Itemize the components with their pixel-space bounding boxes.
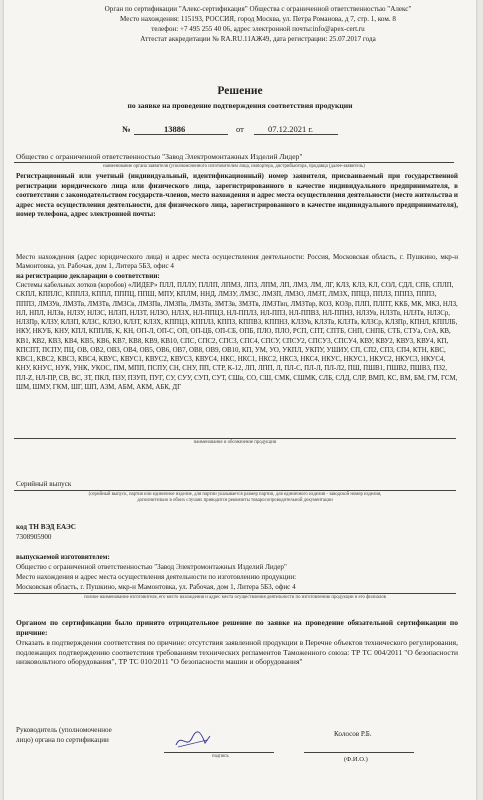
manufacturer-caption: полное наименование изготовителя, его место нахождения и адрес места осуществления деятельности по изготовлению продукции и его филиалов — [84, 595, 386, 600]
applicant-underline — [14, 162, 454, 163]
header-line-1: Орган по сертификации "Алекс-сертификация" Общества с ограниченной ответственностью "Алекс" — [104, 5, 412, 13]
applicant-name: Общество с ограниченной ответственностью "Завод Электромонтажных Изделий Лидер" — [16, 152, 303, 161]
number-label: № — [122, 124, 131, 134]
manufacturer-label: выпускаемой изготовителем: — [16, 553, 110, 561]
tnved-code: 7308905900 — [16, 533, 52, 541]
name-underline — [304, 752, 414, 753]
header-line-2: Место нахождения: 115193, РОССИЯ, город Москва, ул. Петра Романова, д 7, стр. 1, ком. 8 — [120, 15, 396, 23]
document-subtitle: по заявке на проведение подтверждения соответствия продукции — [127, 101, 353, 110]
product-list: Системы кабельных лотков (коробов) «ЛИДЕР» ПЛЛ, ПЛЛУ, ПЛЛП, ЛПМЗ, ЛПЗ, ЛПМ, ЛП, ЛМЗ, ЛМ, ЛГ, КЛЗ, КЛЗ, КЛ, СОЛ, СДЛ, СПБ, СПЛП, СКПЛ, КППЛС, КППЛЗ, КППЛ, ПППЦ, ППШ, МПУ, КПЛМ, ННД, ЛМЗУ, ЛМЗС, ЛМЗП, ЛМЗО, ЛМЗТ, ЛМЗХ, ППЦЗ, ППЛЗ, ППП3, ППП3, ППП3, ЛМЗУв, ЛМЗТв, ЛМЗТв, ЛМЗСв, ЛМЗПв, ЛМЗПв, ЛМЗТв, ЗМТЗв, ЗМЗТв, ЛМЗТвп, ЛМЗТвр, КОЗ, КОЗр, ПЛП, ПЛПТ, ККБ, МК, МКЗ, НЛЗ, НЛ, НПЛ, НЛЗв, НЛЗУ, НЛЗС, НЛЗП, НЛЗТ, НЛЗО, НЛЗХ, НЛ-ППЦЗ, НЛ-ППЛЗ, НЛ-ППЗ, НЛ-ППВЗ, НЛ-ППНЗ, НЛЗУв, НЛЗТв, НЛЗТв, НЛЗСр, НЛЗПр, КЛЗУ, КЛЗП, КЛЗС, КЛЗО, КЛЗТ, КЛЗХ, КППЦЗ, КППЛЗ, КППЗ, КППВЗ, КППНЗ, КЛЗУв, КЛЗТв, КЛЗТв, КЛЗСр, КЛЗПр, КПНЛ, КППЛБ, НКУ, НКУБ, КНУ, КПЛ, КППЛБ, К, КН, ОП-Л, ОП-С, ОП, ОП-ЦБ, ОП-СБ, ОПБ, ПЛО, ПЛО, РСП, СПТ, СПТБ, СНП, СНПБ, СТБ, СТУа, СтА, КВ, КВ1, КВ2, КВ3, КВ4, КВ5, КВ6, КВ7, КВ8, КВ9, КВ10, СПС, СПС2, СПС3, СПС4, СПСУ, СПСУ2, СПСУ3, СПСУ4, КВУ, КВУ2, КВУ3, КВУ4, КП, КПСПТ, ПСПУ, ПЦ, ОВ, ОВ2, ОВ3, ОВ4, ОВ5, ОВ6, ОВ7, ОВ8, ОВ9, ОВ10, КП, УМ, УО, УКПЛ, УКПУ, УШИУ, СП, СП2, СП3, СП4, КТН, КВС, КВС1, КВС2, КВС3, КВС4, КВУС, КВУС1, КВУС2, КВУС3, КВУС4, НКС, НКС1, НКС2, НКС3, НКС4, НКУС, НКУС1, НКУС2, НКУС3, НКУС4, КНУ, КНУС, НУК, УНК, УКОС, ПМ, МПП, ПСПУ, СН, СНУ, ПП, СТР, К-12, ЛП, ЛПП, Л, ПЛ-С, ПЛ-Л, ПЛ-Л2, ПШ, ПШВ1, ПШВ2, ПШВ3, ПЗ2, ПЛ-Z, НЛ-ПР, СВ, ВС, ЗТ, ПКЛ, ПЗУ, ПЗУП, ПУГ, СУ, СУУ, СУП, СУТ, СШв, СО, СШ, СМК, СШМК, СЛБ, СЛД, СЛР, ВМП, КС, ВМ, БМ, ГМ, ГСМ, ШМ, ШМУ, ГКМ, ШГ, ШП, АЗМ, АБМ, АКМ, АБК, ДГ — [16, 282, 458, 391]
signatory-label-2: лицо) органа по сертификации — [16, 736, 109, 744]
decision-date: 07.12.2021 г. — [268, 124, 314, 134]
serial-label: Серийный выпуск — [16, 480, 72, 488]
product-caption: наименование и обозначение продукции — [193, 440, 277, 445]
applicant-caption: наименование органа заявителя (уполномоченного изготовителем лица, импортера, дистрибьютора, продавца (далее-заявитель) — [103, 164, 365, 169]
signature-caption: подпись — [212, 754, 229, 759]
serial-underline — [14, 490, 456, 491]
location-text: Место нахождения (адрес юридического лица) и адрес места осуществления деятельности: Россия, Московская область, г. Пушкино, мкр-н Мамонтовка, ул. Рабочая, дом 1, Литера 5Б3, офис 4 — [16, 253, 458, 271]
document-title: Решение — [217, 85, 263, 97]
product-underline — [14, 438, 456, 439]
header-line-4: Аттестат аккредитации № RA.RU.11АЖ49, дата регистрации: 25.07.2017 года — [140, 35, 376, 43]
manufacturer-address: Московская область, г. Пушкино, мкр-н Мамонтовка, ул. Рабочая, дом 1, Литера 5Б3, офис 4 — [16, 583, 296, 591]
fio-caption: (Ф.И.О.) — [344, 756, 368, 763]
decision-number: 13886 — [164, 124, 186, 134]
from-label: от — [236, 124, 244, 134]
manufacturer-underline — [14, 593, 456, 594]
signatory-name: Колосов Р.Б. — [334, 730, 372, 738]
decision-heading: Органом по сертификации было принято отрицательное решение по заявке на проведение обязательной сертификации по причине: — [16, 618, 458, 637]
decision-reason: Отказать в подтверждении соответствия по причине: отсутствия заявленной продукции в Перечне объектов технического регулирования, подлежащих подтверждению соответствия требованиям технических регламентов Таможенного союза: ТР ТС 004/2011 "О безопасности низковольтного оборудования", ТР ТС 010/2011 "О безопасности машин и оборудования" — [16, 638, 458, 667]
decision-document — [4, 0, 476, 800]
declaration-label: на регистрацию декларации о соответствии: — [16, 272, 160, 280]
manufacturer-name: Общество с ограниченной ответственностью "Завод Электромонтажных Изделий Лидер" — [16, 563, 287, 571]
signatory-label-1: Руководитель (уполномоченное — [16, 726, 112, 734]
registration-text: Регистрационный или учетный (индивидуальный, идентификационный) номер заявителя, присваиваемый при государственной регистрации юридического лица или физического лица, зарегистрированного в качестве индивидуального предпринимателя, в соответствии с законодательством государств-членов, место нахождения и адрес места осуществления деятельности (место жительства и адрес места осуществления деятельности, для физического лица, зарегистрированного в качестве индивидуального предпринимателя), номер телефона, адрес электронной почты: — [16, 172, 458, 219]
serial-caption-1: (серийный выпуск, партия или единичное изделие, для партии указывается размер партии, для единичного изделия - заводской номер изделия, — [88, 492, 382, 497]
signature-mark — [172, 728, 214, 752]
certification-body-header — [44, 4, 472, 44]
number-underline — [134, 134, 228, 135]
signature-underline — [164, 752, 274, 753]
header-line-3: телефон: +7 495 255 40 06, адрес электронной почты:info@apex-cert.ru — [151, 25, 365, 33]
date-underline — [254, 134, 338, 135]
manufacturer-place-label: Место нахождения и адрес места осуществления деятельности по изготовлению продукции: — [16, 573, 297, 581]
serial-caption-2: дополнительно в обоих случаях приводится реквизиты товаросопроводительной документации — [137, 498, 333, 503]
tnved-label: код ТН ВЭД ЕАЭС — [16, 523, 76, 531]
